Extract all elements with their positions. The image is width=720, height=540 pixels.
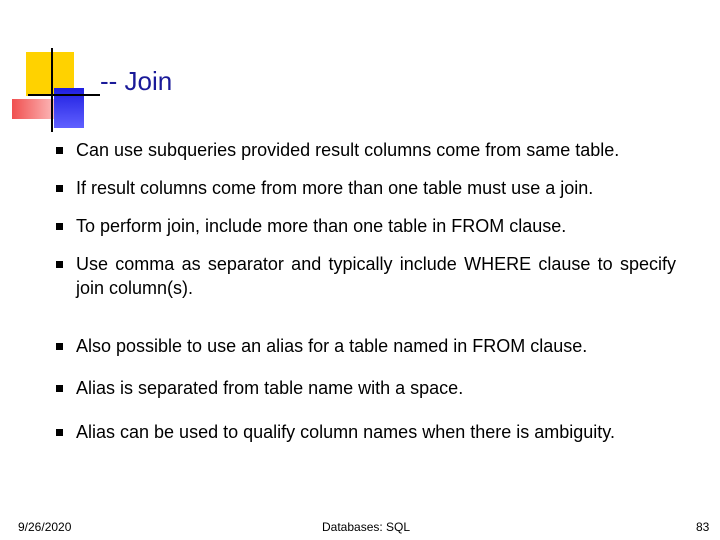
square-bullet-icon xyxy=(56,185,63,192)
slide-title: -- Join xyxy=(100,66,173,96)
square-bullet-icon xyxy=(56,429,63,436)
square-bullet-icon xyxy=(56,385,63,392)
square-bullet-icon xyxy=(56,261,63,268)
bullet-text: Alias can be used to qualify column names when there is ambiguity. xyxy=(76,422,615,442)
bullet-text: Use comma as separator and typically include WHERE clause to specify join column(s). xyxy=(76,254,676,298)
corner-horizontal-line xyxy=(28,94,100,96)
footer-date: 9/26/2020 xyxy=(18,520,72,534)
square-bullet-icon xyxy=(56,223,63,230)
footer-title: Databases: SQL xyxy=(322,520,411,534)
bullet-text: Can use subqueries provided result columns come from same table. xyxy=(76,140,620,160)
bullet-text: If result columns come from more than one table must use a join. xyxy=(76,178,594,198)
bullet-text: To perform join, include more than one table in FROM clause. xyxy=(76,216,567,236)
bullet-text: Also possible to use an alias for a table named in FROM clause. xyxy=(76,336,588,356)
corner-vertical-line xyxy=(51,48,53,132)
bullet-text: Alias is separated from table name with a space. xyxy=(76,378,464,398)
square-bullet-icon xyxy=(56,343,63,350)
page-number: 83 xyxy=(696,520,710,534)
square-bullet-icon xyxy=(56,147,63,154)
